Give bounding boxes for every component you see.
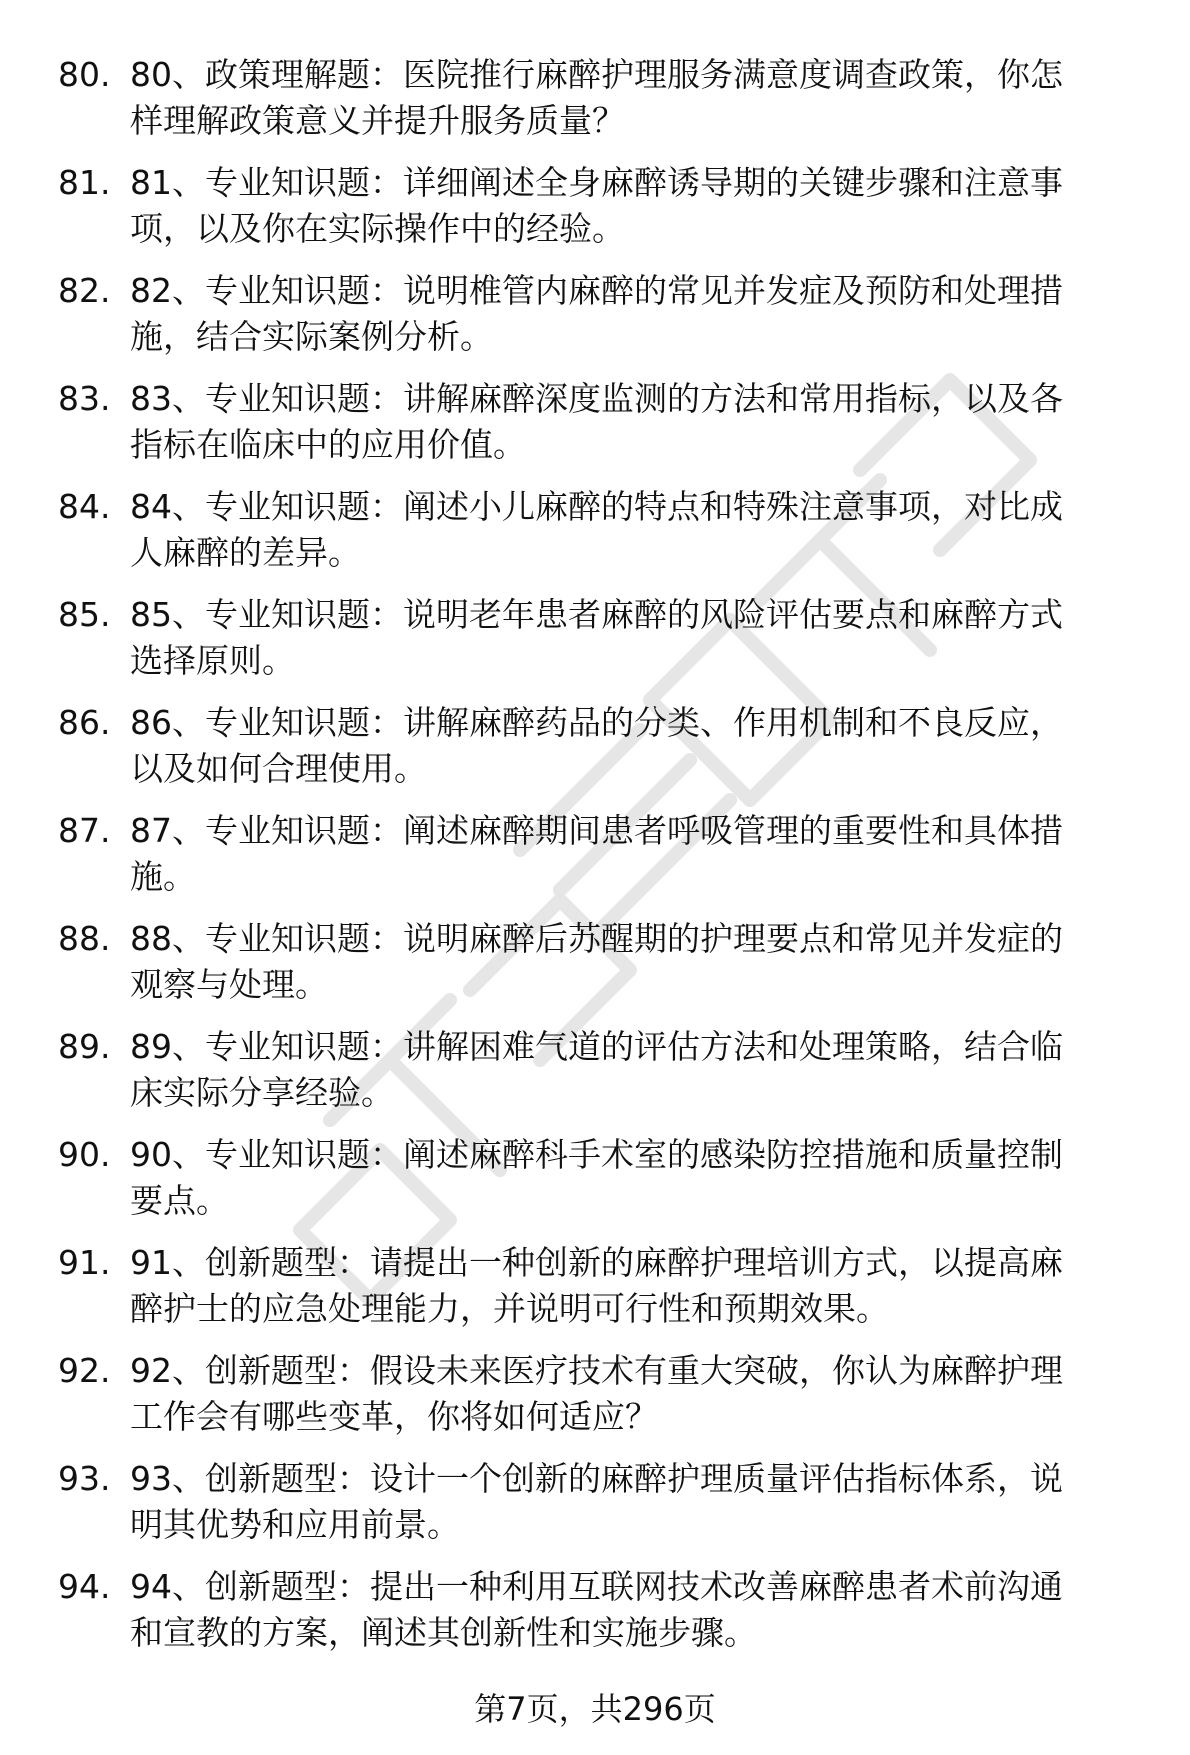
question-item <box>0 808 1190 916</box>
page-number-footer: 第7页，共296页 <box>474 1690 716 1728</box>
question-number: 83. <box>58 379 111 418</box>
question-number: 91. <box>58 1243 111 1282</box>
question-text: 81、专业知识题：详细阐述全身麻醉诱导期的关键步骤和注意事 项，以及你在实际操作中的经验。 <box>130 163 1063 248</box>
question-text: 94、创新题型：提出一种利用互联网技术改善麻醉患者术前沟通 和宣教的方案，阐述其创新性和实施步骤。 <box>130 1567 1063 1652</box>
question-text: 88、专业知识题：说明麻醉后苏醒期的护理要点和常见并发症的 观察与处理。 <box>130 919 1063 1004</box>
question-number: 88. <box>58 919 111 958</box>
question-item <box>0 1132 1190 1240</box>
question-number: 89. <box>58 1027 111 1066</box>
question-item <box>0 1240 1190 1348</box>
question-item <box>0 1348 1190 1456</box>
question-item <box>0 916 1190 1024</box>
question-item <box>0 52 1190 160</box>
question-item <box>0 1456 1190 1564</box>
question-text: 86、专业知识题：讲解麻醉药品的分类、作用机制和不良反应， 以及如何合理使用。 <box>130 703 1063 788</box>
question-text: 84、专业知识题：阐述小儿麻醉的特点和特殊注意事项，对比成 人麻醉的差异。 <box>130 487 1063 572</box>
question-text: 93、创新题型：设计一个创新的麻醉护理质量评估指标体系，说 明其优势和应用前景。 <box>130 1459 1063 1544</box>
question-number: 92. <box>58 1351 111 1390</box>
question-list <box>0 52 1190 1672</box>
question-number: 85. <box>58 595 111 634</box>
question-number: 93. <box>58 1459 111 1498</box>
question-text: 90、专业知识题：阐述麻醉科手术室的感染防控措施和质量控制 要点。 <box>130 1135 1063 1220</box>
question-number: 87. <box>58 811 111 850</box>
question-item <box>0 160 1190 268</box>
question-text: 85、专业知识题：说明老年患者麻醉的风险评估要点和麻醉方式 选择原则。 <box>130 595 1063 680</box>
question-text: 92、创新题型：假设未来医疗技术有重大突破，你认为麻醉护理 工作会有哪些变革，你将如何适应？ <box>130 1351 1063 1436</box>
question-item <box>0 700 1190 808</box>
question-item <box>0 484 1190 592</box>
question-item <box>0 1564 1190 1672</box>
question-item <box>0 1024 1190 1132</box>
question-text: 82、专业知识题：说明椎管内麻醉的常见并发症及预防和处理措 施，结合实际案例分析。 <box>130 271 1063 356</box>
question-number: 80. <box>58 55 111 94</box>
question-text: 91、创新题型：请提出一种创新的麻醉护理培训方式，以提高麻 醉护士的应急处理能力，并说明可行性和预期效果。 <box>130 1243 1063 1328</box>
question-item <box>0 376 1190 484</box>
question-text: 80、政策理解题：医院推行麻醉护理服务满意度调查政策，你怎 样理解政策意义并提升服务质量？ <box>130 55 1063 140</box>
question-text: 87、专业知识题：阐述麻醉期间患者呼吸管理的重要性和具体措 施。 <box>130 811 1063 896</box>
question-text: 89、专业知识题：讲解困难气道的评估方法和处理策略，结合临 床实际分享经验。 <box>130 1027 1063 1112</box>
question-item <box>0 592 1190 700</box>
question-number: 82. <box>58 271 111 310</box>
question-number: 94. <box>58 1567 111 1606</box>
question-number: 84. <box>58 487 111 526</box>
question-item <box>0 268 1190 376</box>
question-text: 83、专业知识题：讲解麻醉深度监测的方法和常用指标，以及各 指标在临床中的应用价值。 <box>130 379 1063 464</box>
question-number: 81. <box>58 163 111 202</box>
question-number: 86. <box>58 703 111 742</box>
question-number: 90. <box>58 1135 111 1174</box>
